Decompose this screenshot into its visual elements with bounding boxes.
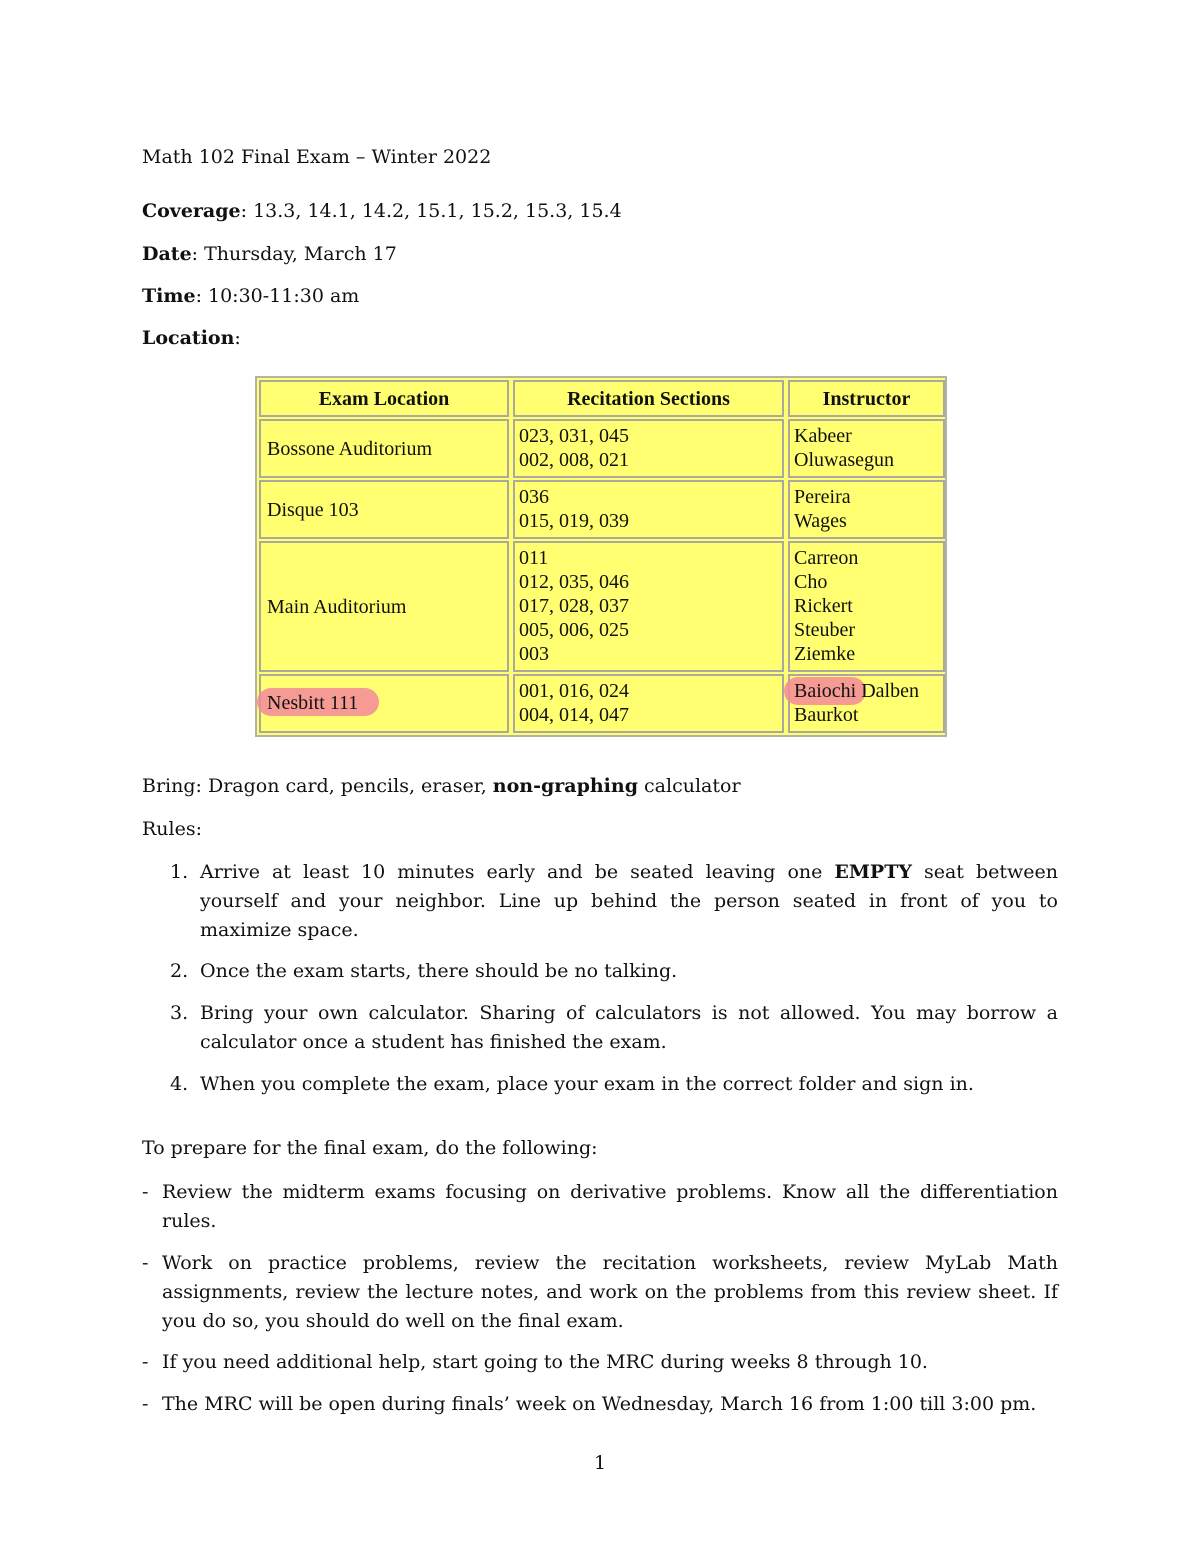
section-line: 002, 008, 021 — [519, 449, 629, 471]
instructor-line: Oluwasegun — [794, 449, 894, 471]
list-text: Work on practice problems, review the recitation worksheets, review MyLab Math assignments, review the lecture notes, and work on the problems from this review sheet. If you do so, you should do well on the final exam. — [162, 1252, 1058, 1332]
instructor-line: Cho — [794, 571, 828, 593]
list-item — [142, 1070, 1058, 1099]
list-text: If you need additional help, start going to the MRC during weeks 8 through 10. — [162, 1351, 928, 1373]
instructor-line: Ziemke — [794, 643, 856, 665]
section-line: 017, 028, 037 — [519, 595, 629, 617]
bullet-dash: - — [142, 1393, 149, 1415]
instructor-line: Baurkot — [794, 704, 859, 726]
table-row-location: Bossone Auditorium — [259, 419, 509, 478]
bring-bold: non-graphing — [492, 775, 638, 797]
instructor-line: Steuber — [794, 619, 856, 641]
list-item — [142, 1178, 1058, 1236]
date-line — [142, 243, 397, 265]
section-line: 011 — [519, 547, 549, 569]
section-line: 004, 014, 047 — [519, 704, 629, 726]
bullet-dash: - — [142, 1252, 149, 1274]
bring-line — [142, 775, 741, 797]
coverage-line — [142, 200, 622, 222]
exam-location-table — [255, 376, 947, 737]
table-row-instructors — [788, 419, 945, 478]
section-line: 015, 019, 039 — [519, 510, 629, 532]
time-line — [142, 285, 359, 307]
date-label: Date — [142, 243, 192, 265]
date-value: : Thursday, March 17 — [191, 243, 397, 265]
section-line: 001, 016, 024 — [519, 680, 629, 702]
table-row-location: Nesbitt 111 — [267, 692, 359, 714]
table-row-instructors — [788, 674, 945, 733]
list-item — [142, 1390, 1058, 1419]
list-text: Bring your own calculator. Sharing of calculators is not allowed. You may borrow a calculator once a student has finished the exam. — [200, 1002, 1058, 1053]
list-item — [142, 858, 1058, 945]
list-number: 2. — [170, 960, 189, 982]
page-title: Math 102 Final Exam – Winter 2022 — [142, 146, 492, 168]
table-row-instructors — [788, 541, 945, 672]
section-line: 023, 031, 045 — [519, 425, 629, 447]
rule-text: seat between yourself and your neighbor. Line up behind the person seated in front of you to maximize space. — [200, 861, 1058, 941]
instructor-line: Carreon — [794, 547, 859, 569]
prepare-label: To prepare for the final exam, do the following: — [142, 1137, 598, 1159]
table-row-sections — [513, 419, 784, 478]
time-label: Time — [142, 285, 196, 307]
location-line — [142, 327, 241, 349]
section-line: 012, 035, 046 — [519, 571, 629, 593]
section-line: 003 — [519, 643, 549, 665]
location-suffix: : — [234, 327, 241, 349]
list-item — [142, 999, 1058, 1057]
table-row-sections — [513, 541, 784, 672]
rules-label: Rules: — [142, 818, 203, 840]
instructor-line: Pereira — [794, 486, 851, 508]
list-text: The MRC will be open during finals’ week on Wednesday, March 16 from 1:00 till 3:00 pm. — [162, 1393, 1037, 1415]
table-row-location: Disque 103 — [259, 480, 509, 539]
table-row-instructors — [788, 480, 945, 539]
bullet-dash: - — [142, 1351, 149, 1373]
bring-suffix: calculator — [638, 775, 741, 797]
instructor-line: Baiochi Dalben — [794, 680, 919, 702]
rule-text: Arrive at least 10 minutes early and be seated leaving one — [200, 861, 835, 883]
section-line: 005, 006, 025 — [519, 619, 629, 641]
section-line: 036 — [519, 486, 549, 508]
table-row-location: Main Auditorium — [259, 541, 509, 672]
list-text: Once the exam starts, there should be no talking. — [200, 960, 678, 982]
page-number: 1 — [593, 1452, 607, 1474]
header-exam-location: Exam Location — [259, 380, 509, 417]
table-row-sections — [513, 674, 784, 733]
coverage-label: Coverage — [142, 200, 241, 222]
list-item — [142, 1249, 1058, 1336]
coverage-value: : 13.3, 14.1, 14.2, 15.1, 15.2, 15.3, 15.4 — [240, 200, 622, 222]
list-number: 4. — [170, 1073, 189, 1095]
header-instructor: Instructor — [788, 380, 945, 417]
list-item — [142, 1348, 1058, 1377]
bring-prefix: Bring: Dragon card, pencils, eraser, — [142, 775, 493, 797]
list-text: When you complete the exam, place your exam in the correct folder and sign in. — [200, 1073, 974, 1095]
list-text — [200, 858, 1058, 945]
location-label: Location — [142, 327, 235, 349]
table-row-sections — [513, 480, 784, 539]
list-number: 1. — [170, 861, 189, 883]
bullet-dash: - — [142, 1181, 149, 1203]
list-number: 3. — [170, 1002, 189, 1024]
list-item — [142, 957, 1058, 986]
instructor-line: Rickert — [794, 595, 853, 617]
time-value: : 10:30-11:30 am — [195, 285, 360, 307]
header-recitation-sections: Recitation Sections — [513, 380, 784, 417]
table-row-location-cell — [259, 674, 509, 733]
instructor-line: Kabeer — [794, 425, 852, 447]
rule-bold: EMPTY — [834, 861, 912, 883]
instructor-line: Wages — [794, 510, 847, 532]
list-text: Review the midterm exams focusing on derivative problems. Know all the differentiation rules. — [162, 1181, 1058, 1232]
